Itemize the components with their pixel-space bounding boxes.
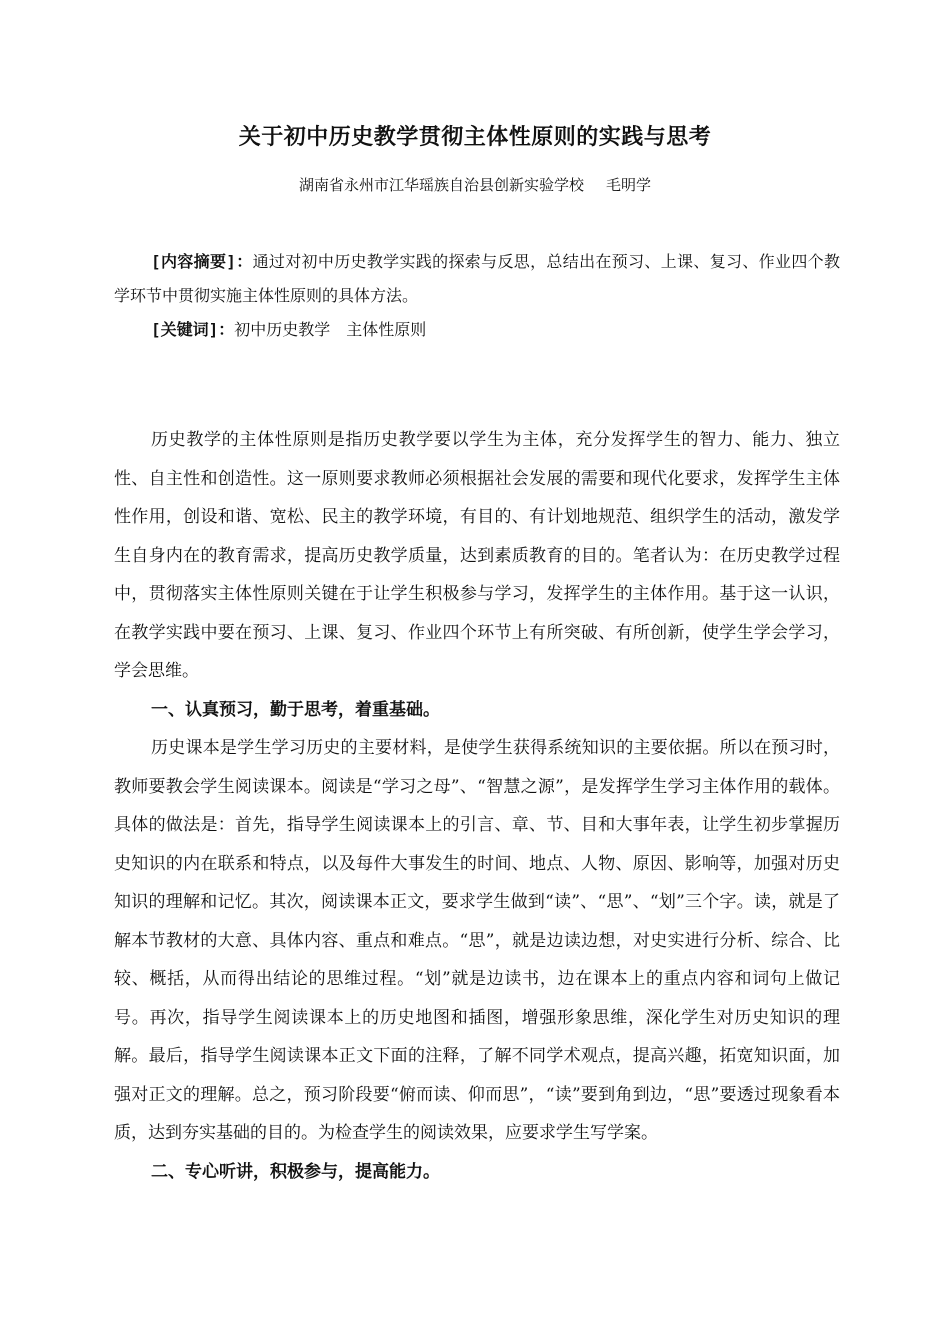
abstract-text: 通过对初中历史教学实践的探索与反思，总结出在预习、上课、复习、作业四个教学环节中贯彻实施主体性原则的具体方法。	[114, 252, 840, 305]
abstract	[114, 245, 840, 313]
author-name: 毛明学	[606, 176, 652, 194]
keywords	[114, 313, 840, 347]
keywords-label: [关键词]：	[151, 320, 235, 339]
abstract-label: [内容摘要]：	[151, 252, 253, 271]
keywords-text: 初中历史教学 主体性原则	[234, 320, 427, 339]
school-name: 湖南省永州市江华瑶族自治县创新实验学校	[298, 176, 584, 194]
document-title: 关于初中历史教学贯彻主体性原则的实践与思考	[238, 125, 712, 150]
main-body	[114, 421, 840, 1191]
section-heading-1: 一、认真预习，勤于思考，着重基础。	[151, 699, 440, 720]
author-affiliation	[0, 172, 950, 198]
section-1-paragraph: 历史课本是学生学习历史的主要材料，是使学生获得系统知识的主要依据。所以在预习时，教师要教会学生阅读课本。阅读是“学习之母”、“智慧之源”，是发挥学生学习主体作用的载体。具体的做法是：首先，指导学生阅读课本上的引言、章、节、目和大事年表，让学生初步掌握历史知识的内在联系和特点，以及每件大事发生的时间、地点、人物、原因、影响等，加强对历史知识的理解和记忆。其次，阅读课本正文，要求学生做到“读”、“思”、“划”三个字。读，就是了解本节教材的大意、具体内容、重点和难点。“思”，就是边读边想，对史实进行分析、综合、比较、概括，从而得出结论的思维过程。“划”就是边读书，边在课本上的重点内容和词句上做记号。再次，指导学生阅读课本上的历史地图和插图，增强形象思维，深化学生对历史知识的理解。最后，指导学生阅读课本正文下面的注释，了解不同学术观点，提高兴趣，拓宽知识面，加强对正文的理解。总之，预习阶段要“俯而读、仰而思”，“读”要到角到边，“思”要透过现象看本质，达到夯实基础的目的。为检查学生的阅读效果，应要求学生写学案。	[114, 738, 840, 1143]
section-heading-2: 二、专心听讲，积极参与，提高能力。	[151, 1161, 440, 1182]
intro-paragraph: 历史教学的主体性原则是指历史教学要以学生为主体，充分发挥学生的智力、能力、独立性、自主性和创造性。这一原则要求教师必须根据社会发展的需要和现代化要求，发挥学生主体性作用，创设和谐、宽松、民主的教学环境，有目的、有计划地规范、组织学生的活动，激发学生自身内在的教育需求，提高历史教学质量，达到素质教育的目的。笔者认为：在历史教学过程中，贯彻落实主体性原则关键在于让学生积极参与学习，发挥学生的主体作用。基于这一认识，在教学实践中要在预习、上课、复习、作业四个环节上有所突破、有所创新，使学生学会学习，学会思维。	[114, 430, 840, 681]
